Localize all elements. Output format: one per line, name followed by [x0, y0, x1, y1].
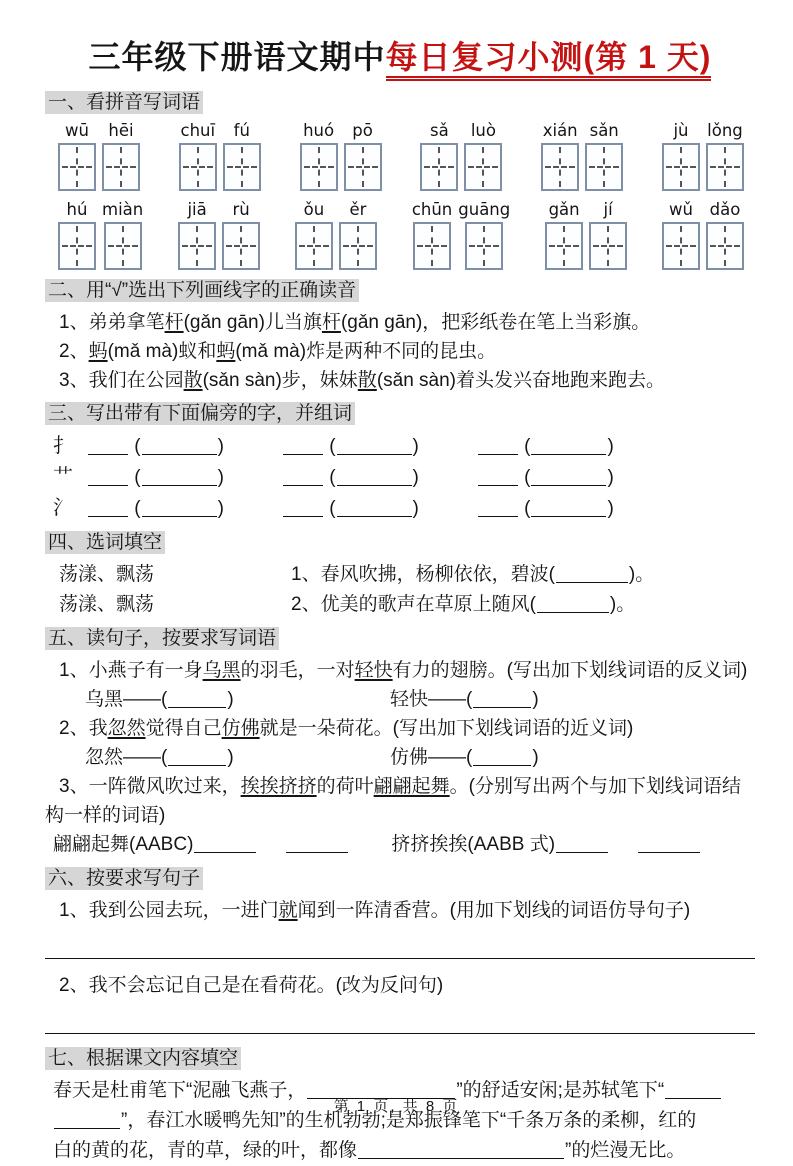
word-bank — [59, 560, 291, 620]
writing-box[interactable] — [589, 222, 627, 270]
underlined-word: 忽然 — [107, 718, 146, 739]
pinyin-label: wǔ — [668, 200, 693, 219]
radical-answer-group — [87, 432, 224, 462]
answer-line[interactable] — [45, 1014, 755, 1034]
radical-answer-group — [477, 432, 614, 462]
text-segment: ”的烂漫无比。 — [565, 1140, 686, 1161]
fill-blank[interactable] — [478, 470, 518, 486]
character-cell — [300, 120, 338, 191]
fill-blank[interactable] — [337, 501, 412, 517]
text-segment: 忽然——( — [85, 747, 168, 768]
writing-box[interactable] — [58, 143, 96, 191]
text-segment: ( — [323, 467, 336, 488]
text-segment: 轻快——( — [390, 689, 473, 710]
character-cell — [541, 120, 579, 191]
writing-box[interactable] — [300, 143, 338, 191]
fill-blank[interactable] — [556, 567, 628, 583]
pinyin-label: rù — [232, 200, 250, 219]
underlined-word: 杆 — [321, 312, 341, 333]
page-title — [45, 32, 755, 78]
radical-row — [53, 493, 755, 524]
underlined-word: 蚂 — [88, 341, 108, 362]
fill-blank[interactable] — [168, 750, 226, 766]
radical-answer-group — [282, 432, 419, 462]
choose-words-questions — [291, 560, 654, 620]
fill-blank[interactable] — [283, 439, 323, 455]
word-bank-row: 荡漾、飘荡 — [59, 594, 155, 615]
writing-box[interactable] — [541, 143, 579, 191]
text-segment: 觉得自己 — [145, 718, 222, 739]
text-segment: 白的黄的花，青的草，绿的叶，都像 — [53, 1140, 358, 1161]
text-segment: ) — [217, 498, 224, 519]
question-s5-3 — [45, 772, 755, 830]
pinyin-label: guāng — [458, 200, 511, 219]
character-cell — [464, 120, 502, 191]
text-segment: ) — [217, 467, 224, 488]
underlined-word: 挨挨挤挤 — [240, 776, 317, 797]
pinyin-label: miàn — [102, 200, 144, 219]
pinyin-label: wū — [65, 121, 89, 140]
writing-box[interactable] — [222, 222, 260, 270]
text-segment: ) — [227, 747, 234, 768]
question-s6-1 — [59, 896, 755, 925]
answer-row — [53, 830, 755, 860]
pinyin-word-group — [55, 120, 143, 191]
text-segment: (sǎn sàn)着头发兴奋地跑来跑去。 — [376, 370, 666, 391]
text-segment: 翩翩起舞(AABC) — [53, 834, 194, 855]
writing-box[interactable] — [545, 222, 583, 270]
character-cell — [545, 199, 583, 270]
section3-heading: 三、写出带有下面偏旁的字，并组词 — [45, 402, 355, 425]
pinyin-word-group — [297, 120, 385, 191]
pinyin-label: sǎn — [589, 121, 619, 140]
text-segment: ( — [323, 498, 336, 519]
writing-box[interactable] — [420, 143, 458, 191]
pinyin-label: hēi — [108, 121, 134, 140]
title-black-part: 三年级下册语文期中 — [88, 39, 386, 75]
character-cell — [706, 199, 744, 270]
text-segment: 1、小燕子有一身 — [59, 660, 203, 681]
writing-box[interactable] — [223, 143, 261, 191]
fill-blank[interactable] — [531, 470, 606, 486]
writing-box[interactable] — [58, 222, 96, 270]
fill-blank[interactable] — [283, 470, 323, 486]
pinyin-label: gǎn — [548, 200, 580, 219]
text-segment: ( — [518, 436, 531, 457]
underlined-word: 翩翩起舞 — [373, 776, 450, 797]
pinyin-word-group — [417, 120, 505, 191]
pinyin-block — [55, 120, 747, 191]
text-segment: 3、一阵微风吹过来， — [59, 776, 241, 797]
text-segment: 闻到一阵清香营。(用加下划线的词语仿导句子) — [297, 900, 691, 921]
pinyin-label: xián — [542, 121, 578, 140]
text-segment: ) — [607, 436, 614, 457]
radical-answer-group — [282, 494, 419, 524]
fill-blank[interactable] — [478, 439, 518, 455]
text-segment: ( — [129, 467, 141, 488]
text-segment: 的荷叶 — [316, 776, 374, 797]
text-segment: ( — [518, 498, 531, 519]
pinyin-block — [55, 199, 747, 270]
underlined-word: 杆 — [164, 312, 184, 333]
text-segment: 2、我 — [59, 718, 108, 739]
writing-box[interactable] — [339, 222, 377, 270]
text-segment: 1、我到公园去玩，一进门 — [59, 900, 279, 921]
spacer — [257, 849, 285, 850]
pinyin-label: sǎ — [430, 121, 449, 140]
text-segment: (mǎ mà)炸是两种不同的昆虫。 — [235, 341, 497, 362]
writing-box[interactable] — [178, 222, 216, 270]
question-s5-1 — [59, 656, 755, 685]
text-segment: ) — [607, 467, 614, 488]
section7-heading: 七、根据课文内容填空 — [45, 1047, 241, 1070]
pinyin-word-group — [176, 120, 264, 191]
character-cell — [420, 120, 458, 191]
pinyin-label: luò — [470, 121, 496, 140]
fill-blank[interactable] — [473, 750, 531, 766]
text-segment: ”的舒适安闲;是苏轼笔下“ — [456, 1080, 665, 1101]
fill-blank[interactable] — [478, 501, 518, 517]
pinyin-label: jiā — [187, 200, 207, 219]
question-s5-2 — [59, 714, 755, 743]
spacer — [349, 849, 391, 850]
text-segment: ( — [129, 498, 141, 519]
radical-label: 扌 — [53, 435, 73, 457]
radical-answer-group — [282, 463, 419, 493]
character-cell — [589, 199, 627, 270]
radical-answer-group — [477, 463, 614, 493]
writing-box[interactable] — [706, 143, 744, 191]
answer-row — [85, 743, 755, 772]
radical-row — [53, 431, 755, 462]
text-segment: 。(分别写出两个与加下划线词语结构一样的词语) — [45, 776, 741, 826]
answer-pair — [390, 747, 539, 768]
cloze-line-3 — [53, 1136, 755, 1166]
character-cell — [295, 199, 333, 270]
pinyin-word-group — [659, 199, 747, 270]
question-s2-2 — [59, 337, 755, 366]
character-cell — [178, 199, 216, 270]
character-cell — [662, 120, 700, 191]
section1-heading: 一、看拼音写词语 — [45, 91, 203, 114]
question-s2-1 — [59, 308, 755, 337]
section2-heading: 二、用“√”选出下列画线字的正确读音 — [45, 279, 359, 302]
pinyin-word-group — [409, 199, 513, 270]
fill-blank[interactable] — [142, 470, 217, 486]
writing-box[interactable] — [295, 222, 333, 270]
answer-pair — [85, 685, 390, 714]
section5-heading: 五、读句子，按要求写词语 — [45, 627, 279, 650]
pinyin-word-group — [542, 199, 630, 270]
text-segment: )。 — [628, 564, 655, 585]
radical-answer-group — [87, 494, 224, 524]
text-segment: ) — [217, 436, 224, 457]
text-segment: 2、优美的歌声在草原上随风( — [291, 594, 536, 615]
underlined-word: 轻快 — [354, 660, 393, 681]
fill-blank[interactable] — [194, 837, 256, 853]
fill-blank[interactable] — [531, 501, 606, 517]
text-segment: ) — [227, 689, 234, 710]
writing-box[interactable] — [662, 222, 700, 270]
underlined-word: 就 — [278, 900, 298, 921]
text-segment: ( — [323, 436, 336, 457]
text-segment: ) — [412, 467, 419, 488]
text-segment: 2、 — [59, 341, 89, 362]
character-cell — [222, 199, 260, 270]
answer-pair — [85, 743, 390, 772]
text-segment: 的羽毛，一对 — [240, 660, 355, 681]
page-number: 第 1 页, 共 8 页 — [333, 1098, 460, 1115]
text-segment: ) — [532, 747, 539, 768]
writing-box[interactable] — [104, 222, 142, 270]
pinyin-row-2 — [55, 199, 747, 270]
writing-box[interactable] — [179, 143, 217, 191]
fill-blank[interactable] — [473, 692, 531, 708]
character-cell — [179, 120, 217, 191]
text-segment: (gǎn gān)儿当旗 — [183, 312, 322, 333]
fill-blank[interactable] — [638, 837, 700, 853]
fill-blank[interactable] — [168, 692, 226, 708]
character-cell — [412, 199, 452, 270]
fill-blank[interactable] — [531, 439, 606, 455]
writing-box[interactable] — [706, 222, 744, 270]
underlined-word: 仿佛 — [221, 718, 260, 739]
text-segment: ( — [518, 467, 531, 488]
fill-blank[interactable] — [88, 501, 128, 517]
pinyin-label: huó — [303, 121, 335, 140]
fill-blank[interactable] — [358, 1143, 564, 1159]
answer-pair — [390, 689, 539, 710]
underlined-word: 乌黑 — [202, 660, 241, 681]
text-segment: (mǎ mà)蚁和 — [107, 341, 217, 362]
answer-row — [85, 685, 755, 714]
pinyin-label: chuī — [180, 121, 216, 140]
question-s4-2 — [291, 590, 654, 620]
section4-heading: 四、选词填空 — [45, 531, 165, 554]
writing-box[interactable] — [413, 222, 451, 270]
pinyin-row-1 — [55, 120, 747, 191]
pinyin-word-group — [538, 120, 626, 191]
text-segment: 有力的翅膀。(写出加下划线词语的反义词) — [392, 660, 748, 681]
text-segment: 挤挤挨挨(AABB 式) — [391, 834, 556, 855]
character-cell — [706, 120, 744, 191]
fill-blank[interactable] — [283, 501, 323, 517]
pinyin-label: jù — [673, 121, 689, 140]
text-segment: ) — [412, 436, 419, 457]
underlined-word: 散 — [183, 370, 203, 391]
text-segment: (sǎn sàn)步，妹妹 — [202, 370, 358, 391]
underlined-word: 蚂 — [216, 341, 236, 362]
pinyin-label: dǎo — [709, 200, 741, 219]
pinyin-label: ěr — [349, 200, 367, 219]
question-s2-3 — [59, 366, 755, 395]
text-segment: ) — [412, 498, 419, 519]
radical-row — [53, 462, 755, 493]
word-bank-row: 荡漾、飘荡 — [59, 564, 155, 585]
character-cell — [585, 120, 623, 191]
pinyin-word-group — [659, 120, 747, 191]
section6-heading: 六、按要求写句子 — [45, 867, 203, 890]
text-segment: 1、春风吹拂，杨柳依依，碧波( — [291, 564, 555, 585]
character-cell — [102, 199, 143, 270]
choose-words-block — [59, 560, 755, 620]
text-segment: 1、弟弟拿笔 — [59, 312, 165, 333]
character-cell — [458, 199, 510, 270]
pinyin-word-group — [292, 199, 380, 270]
fill-blank[interactable] — [88, 470, 128, 486]
answer-line[interactable] — [45, 939, 755, 959]
radical-rows — [45, 431, 755, 524]
radical-label: 艹 — [53, 466, 73, 488]
writing-box[interactable] — [102, 143, 140, 191]
character-cell — [58, 199, 96, 270]
spacer — [609, 849, 637, 850]
character-cell — [223, 120, 261, 191]
pinyin-label: pō — [352, 121, 373, 140]
radical-label: 氵 — [53, 497, 73, 519]
radical-answer-group — [87, 463, 224, 493]
text-segment: ) — [607, 498, 614, 519]
text-segment: ) — [532, 689, 539, 710]
pinyin-label: chūn — [411, 200, 453, 219]
text-segment: 就是一朵荷花。(写出加下划线词语的近义词) — [259, 718, 634, 739]
pinyin-label: lǒng — [707, 121, 743, 140]
question-s4-1 — [291, 560, 654, 590]
underlined-word: 散 — [357, 370, 377, 391]
title-red-part: 每日复习小测(第 1 天) — [386, 39, 712, 81]
writing-box[interactable] — [464, 143, 502, 191]
pinyin-label: fú — [233, 121, 250, 140]
fill-blank[interactable] — [556, 837, 608, 853]
character-cell — [102, 120, 140, 191]
fill-blank[interactable] — [142, 439, 217, 455]
pinyin-word-group — [55, 199, 146, 270]
character-cell — [344, 120, 382, 191]
text-segment: 乌黑——( — [85, 689, 168, 710]
character-cell — [662, 199, 700, 270]
pinyin-label: ǒu — [303, 200, 325, 219]
text-segment: ”，春江水暖鸭先知”的生机勃勃;是郑振锋笔下“千条万条的柔柳，红的 — [121, 1110, 697, 1131]
question-s6-2 — [59, 971, 755, 1000]
text-segment: 仿佛——( — [390, 747, 473, 768]
pinyin-word-group — [175, 199, 263, 270]
text-segment: 2、我不会忘记自己是在看荷花。(改为反问句) — [59, 975, 444, 996]
writing-box[interactable] — [344, 143, 382, 191]
text-segment: 3、我们在公园 — [59, 370, 184, 391]
text-segment: (gǎn gān)，把彩纸卷在笔上当彩旗。 — [340, 312, 651, 333]
text-segment: 春天是杜甫笔下“泥融飞燕子， — [53, 1080, 307, 1101]
fill-blank[interactable] — [337, 439, 412, 455]
text-segment: ( — [129, 436, 141, 457]
writing-box[interactable] — [465, 222, 503, 270]
writing-box[interactable] — [585, 143, 623, 191]
fill-blank[interactable] — [337, 470, 412, 486]
pinyin-label: jí — [603, 200, 613, 219]
fill-blank[interactable] — [537, 597, 609, 613]
writing-box[interactable] — [662, 143, 700, 191]
character-cell — [339, 199, 377, 270]
radical-answer-group — [477, 494, 614, 524]
pinyin-label: hú — [66, 200, 88, 219]
character-cell — [58, 120, 96, 191]
text-segment: )。 — [609, 594, 636, 615]
fill-blank[interactable] — [286, 837, 348, 853]
fill-blank[interactable] — [88, 439, 128, 455]
fill-blank[interactable] — [142, 501, 217, 517]
